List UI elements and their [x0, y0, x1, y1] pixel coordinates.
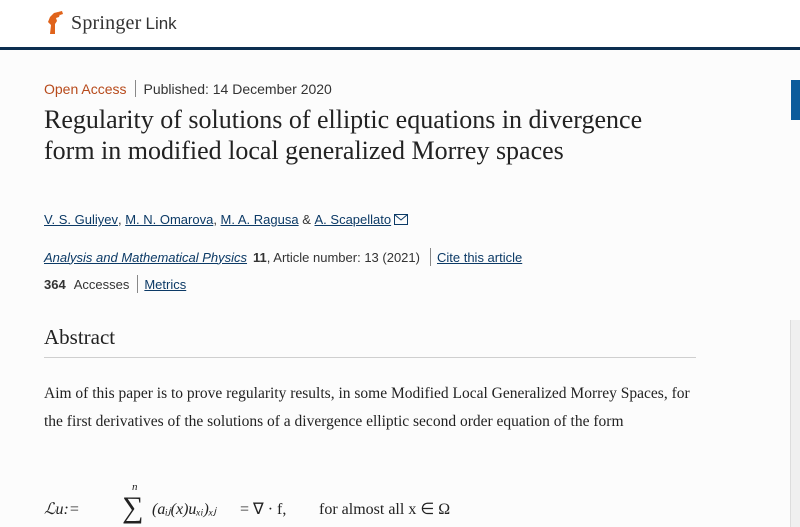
journal-link[interactable]: Analysis and Mathematical Physics	[44, 249, 248, 265]
cite-article-link[interactable]: Cite this article	[436, 249, 523, 265]
article-meta	[44, 80, 332, 97]
metrics-link[interactable]: Metrics	[144, 276, 187, 292]
equation	[44, 481, 544, 527]
accesses-count: 364	[44, 276, 66, 292]
accesses-label: Accesses	[73, 276, 130, 292]
journal-volume: 11	[253, 249, 267, 265]
meta-divider	[137, 275, 138, 293]
summation-symbol: ∑	[122, 491, 144, 524]
springer-link-logo[interactable]	[44, 9, 177, 37]
side-tab[interactable]	[791, 80, 800, 120]
abstract-heading: Abstract	[44, 325, 116, 349]
logo-brand: Springer	[71, 11, 142, 34]
article-number: , Article number: 13 (2021)	[266, 249, 420, 265]
author-list	[44, 212, 408, 227]
site-header	[0, 0, 800, 50]
equation-condition: for almost all x ∈ Ω	[319, 501, 451, 518]
meta-divider	[430, 248, 431, 266]
envelope-icon[interactable]	[394, 214, 408, 225]
logo-sub: Link	[145, 13, 177, 33]
logo-text	[71, 12, 177, 35]
side-panel-edge	[790, 320, 800, 527]
sum-upper-limit: n	[132, 481, 138, 493]
author-separator: ,	[213, 212, 221, 227]
author-link[interactable]: V. S. Guliyev	[44, 212, 118, 227]
open-access-label: Open Access	[44, 80, 127, 97]
author-link[interactable]: M. A. Ragusa	[220, 212, 299, 227]
article-title: Regularity of solutions of elliptic equations in divergence form in modified local generalized Morrey spaces	[44, 105, 643, 165]
springer-horse-icon	[44, 10, 66, 36]
equation-lhs: ℒu:=	[44, 501, 80, 518]
section-divider	[44, 357, 696, 358]
equation-term: (aᵢⱼ(x)uₓᵢ)ₓⱼ	[152, 501, 217, 518]
published-date: Published: 14 December 2020	[143, 80, 332, 97]
author-separator: &	[298, 212, 315, 227]
abstract-text: Aim of this paper is to prove regularity results, in some Modified Local Generalized Morrey Spaces, for the first derivatives of the solutions of a divergence elliptic second order equation of the form	[44, 385, 690, 430]
author-link[interactable]: A. Scapellato	[314, 212, 392, 227]
meta-divider	[135, 80, 136, 97]
author-separator: ,	[117, 212, 126, 227]
equation-rhs: = ∇ · f,	[240, 501, 287, 518]
access-metrics	[44, 275, 186, 293]
author-link[interactable]: M. N. Omarova	[125, 212, 214, 227]
journal-info	[44, 248, 522, 266]
